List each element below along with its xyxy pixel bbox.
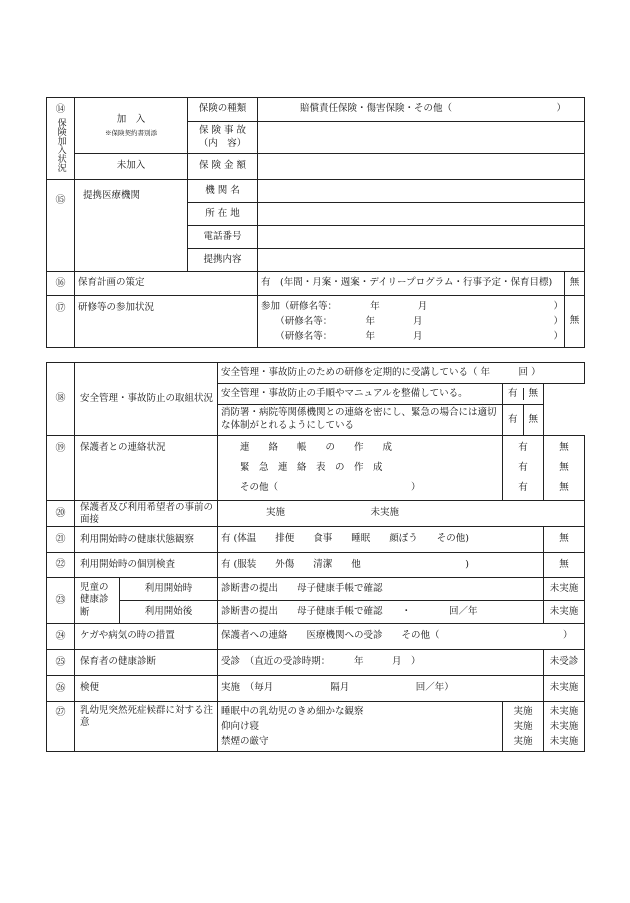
stool-test-label: 検便 (75, 676, 218, 702)
stool-test-row (47, 676, 585, 702)
parent-contact-items (218, 436, 503, 501)
sids-done (503, 702, 544, 752)
staff-checkup-not-done: 未受診 (544, 650, 585, 676)
individual-check-value: 有 (服装 外傷 清潔 他 ) (218, 553, 544, 578)
medical-partnership-value[interactable] (258, 249, 585, 272)
medical-partnership-label: 提携内容 (188, 249, 258, 272)
injury-row (47, 624, 585, 650)
training-lines (258, 296, 553, 348)
medical-phone-value[interactable] (258, 226, 585, 249)
insurance-type-label: 保険の種類 (188, 98, 258, 122)
insurance-content-label: 保 険 事 故 （内 容） (188, 122, 258, 154)
contact-yes-2: 有 (518, 462, 528, 473)
safety-training-row (47, 363, 585, 384)
health-observation-none: 無 (544, 527, 585, 553)
sids-items (218, 702, 503, 752)
training-parens (553, 296, 565, 348)
training-line-3: （研修名等： 年 月 (261, 331, 423, 342)
insurance-contract-note: ※保険契約書別添 (105, 128, 157, 137)
checkup-after-label: 利用開始後 (120, 601, 218, 624)
stool-test-not-done: 未実施 (544, 676, 585, 702)
checkup-start-row (47, 578, 585, 601)
safety-manual-text: 安全管理・事故防止の手順やマニュアルを整備している。 (218, 384, 503, 405)
child-checkup-label: 児童の健康診断 (75, 578, 120, 624)
section-18-num: ⑱ (47, 363, 75, 436)
form-table-1 (46, 97, 585, 348)
health-observation-value: 有 (体温 排便 食事 睡眠 顔ぼう その他) (218, 527, 544, 553)
section-27-num: ㉗ (47, 702, 75, 752)
section-19-num: ⑲ (47, 436, 75, 501)
section-17-num: ⑰ (47, 296, 75, 348)
checkup-after-value: 診断書の提出 母子健康手帳で確認 ・ 回／年 (218, 601, 544, 624)
partner-medical-label: 提携医療機関 (75, 180, 188, 272)
staff-checkup-value: 受診 （直近の受診時期： 年 月 ） (218, 650, 544, 676)
sids-supine: 仰向け寝 (221, 721, 260, 732)
contact-no-1: 無 (559, 442, 569, 453)
interview-row (47, 501, 585, 527)
sids-not-done-1: 未実施 (549, 706, 579, 717)
insurance-amount-label: 保 険 金 額 (188, 154, 258, 180)
section-20-num: ⑳ (47, 501, 75, 527)
individual-check-row (47, 553, 585, 578)
sids-done-2: 実施 (513, 721, 533, 732)
insurance-not-joined-label: 未加入 (75, 154, 188, 180)
contact-other: その他（ ） (240, 482, 421, 493)
checkup-start-value: 診断書の提出 母子健康手帳で確認 (218, 578, 544, 601)
safety-contact-no: 無 (528, 414, 539, 425)
safety-manual-yes: 有 (503, 388, 524, 401)
insurance-amount-value[interactable] (258, 154, 585, 180)
training-none: 無 (565, 296, 585, 348)
childcare-plan-value: 有 (年間・月案・週案・デイリープログラム・行事予定・保育目標) (258, 272, 565, 296)
section-25-num: ㉕ (47, 650, 75, 676)
insurance-type-value: 賠償責任保険・傷害保険・その他（ ） (258, 98, 585, 122)
parent-contact-no (544, 436, 585, 501)
section-14-title: 保険加入状況 (55, 117, 66, 172)
checkup-start-label: 利用開始時 (120, 578, 218, 601)
health-observation-label: 利用開始時の健康状態観察 (75, 527, 218, 553)
medical-address-value[interactable] (258, 203, 585, 226)
contact-no-2: 無 (559, 462, 569, 473)
safety-training-text: 安全管理・事故防止のための研修を定期的に受講している（ 年 回 ） (218, 363, 585, 384)
childcare-plan-none: 無 (565, 272, 585, 296)
section-15-num: ⑮ (47, 180, 75, 272)
medical-phone-label: 電話番号 (188, 226, 258, 249)
section-16-num: ⑯ (47, 272, 75, 296)
training-line-2: （研修名等： 年 月 (261, 316, 423, 327)
training-paren-3: ） (553, 331, 563, 342)
injury-value: 保護者への連絡 医療機関への受診 その他（ ） (218, 624, 585, 650)
medical-name-label: 機 関 名 (188, 180, 258, 203)
insurance-type-row (47, 98, 585, 122)
staff-checkup-row (47, 650, 585, 676)
injury-label: ケガや病気の時の措置 (75, 624, 218, 650)
childcare-plan-row (47, 272, 585, 296)
training-paren-2: ） (553, 316, 563, 327)
sids-no-smoking: 禁煙の厳守 (221, 736, 269, 747)
contact-notebook: 連 絡 帳 の 作 成 (240, 442, 393, 453)
section-21-num: ㉑ (47, 527, 75, 553)
checkup-start-not-done: 未実施 (544, 578, 585, 601)
training-line-1: 参加（研修名等： 年 月 (261, 301, 428, 312)
health-observation-row (47, 527, 585, 553)
checkup-after-not-done: 未実施 (544, 601, 585, 624)
training-paren-1: ） (553, 301, 563, 312)
contact-no-3: 無 (559, 482, 569, 493)
parent-contact-yes (503, 436, 544, 501)
checkup-after-row (47, 601, 585, 624)
medical-address-label: 所 在 地 (188, 203, 258, 226)
section-14-cell (47, 98, 75, 180)
insurance-amount-row (47, 154, 585, 180)
safety-contact-yn (503, 405, 544, 436)
interview-value: 実施 未実施 (218, 501, 585, 527)
safety-manual-no: 無 (528, 387, 539, 399)
sids-done-1: 実施 (513, 706, 533, 717)
insurance-joined-label: 加 入 (116, 113, 146, 125)
childcare-plan-label: 保育計画の策定 (75, 272, 258, 296)
sids-done-3: 実施 (513, 736, 533, 747)
section-24-num: ㉔ (47, 624, 75, 650)
contact-yes-1: 有 (518, 442, 528, 453)
safety-contact-text: 消防署・病院等関係機関との連絡を密にし、緊急の場合には適切な体制がとれるようにしている (218, 405, 503, 436)
emergency-contact-sheet: 緊 急 連 絡 表 の 作 成 (240, 462, 383, 473)
sids-label: 乳幼児突然死症候群に対する注意 (75, 702, 218, 752)
staff-checkup-label: 保育者の健康診断 (75, 650, 218, 676)
form-table-2 (46, 362, 585, 752)
sids-row (47, 702, 585, 752)
medical-name-value[interactable] (258, 180, 585, 203)
sids-not-done-3: 未実施 (549, 736, 579, 747)
contact-yes-3: 有 (518, 482, 528, 493)
sids-observation: 睡眠中の乳幼児のきめ細かな観察 (221, 706, 364, 717)
insurance-joined-cell (75, 98, 188, 154)
training-row (47, 296, 585, 348)
section-22-num: ㉒ (47, 553, 75, 578)
section-23-num: ㉓ (47, 578, 75, 624)
medical-name-row (47, 180, 585, 203)
parent-contact-row (47, 436, 585, 501)
individual-check-label: 利用開始時の個別検査 (75, 553, 218, 578)
training-label: 研修等の参加状況 (75, 296, 258, 348)
individual-check-none: 無 (544, 553, 585, 578)
sids-not-done (544, 702, 585, 752)
safety-management-label: 安全管理・事故防止の取組状況 (75, 363, 218, 436)
safety-manual-yn (503, 384, 544, 405)
insurance-content-value[interactable] (258, 122, 585, 154)
safety-contact-yes: 有 (503, 405, 524, 435)
interview-label: 保護者及び利用希望者の事前の面接 (75, 501, 218, 527)
section-26-num: ㉖ (47, 676, 75, 702)
sids-not-done-2: 未実施 (549, 721, 579, 732)
parent-contact-label: 保護者との連絡状況 (75, 436, 218, 501)
stool-test-value: 実施 （毎月 隔月 回／年） (218, 676, 544, 702)
section-14-num: ⑭ (55, 104, 66, 116)
